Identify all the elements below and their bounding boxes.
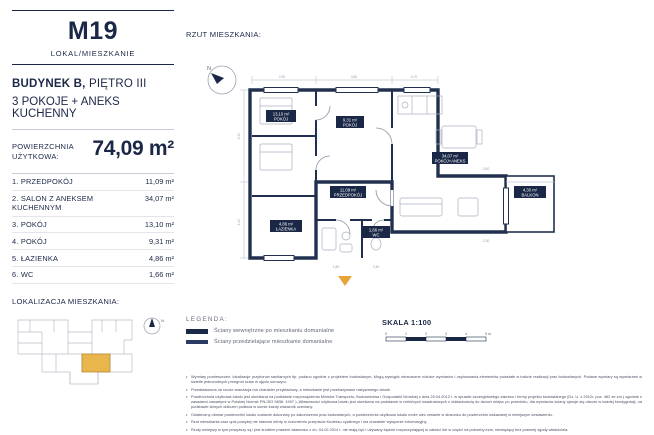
dim-left-a: 3,10 [237, 132, 241, 140]
note-item [186, 419, 642, 424]
row-index: 5. [12, 253, 19, 263]
plan-title: RZUT MIESZKANIA: [186, 30, 262, 39]
row-area: 1,66 m² [148, 270, 174, 280]
room-name: WC [372, 232, 380, 238]
building-floor-line [12, 78, 174, 90]
legal-notes [186, 374, 648, 435]
scale-label: SKALA 1:100 [382, 318, 432, 327]
bullet-icon: • [186, 426, 188, 432]
row-index: 6. [12, 270, 19, 280]
scale-tick: 2 [425, 332, 427, 336]
table-row [12, 267, 174, 284]
unit-subtitle: LOKAL/MIESZKANIE [50, 49, 136, 58]
room-name: BALKON [521, 192, 539, 198]
rooms-table [12, 173, 174, 284]
note-item [186, 412, 642, 417]
room-name: POKÓJ+ANEKS [434, 158, 466, 164]
room-label-wc [362, 226, 390, 238]
row-name: SALON Z ANEKSEM KUCHENNYM [12, 194, 94, 213]
note-text: Przedstawiona na rzucie aranżacja ma charakter przykładowy, a mieszkanie jest przekazywane nabywanego stanie. [191, 386, 391, 392]
row-area: 34,07 m² [144, 194, 174, 204]
scale-bar-svg [382, 331, 508, 349]
room-area: 4,30 m² [522, 187, 538, 193]
row-area: 11,09 m² [145, 177, 174, 187]
row-name: POKÓJ [20, 236, 47, 246]
dim-top-b: 3,60 [350, 75, 358, 79]
note-text: Ostateczny obmiar powierzchni lokalu zostanie dokonany po zakończeniu prac budowlanych, a powierzchnia użytkowa lokalu może ulec zmianie w stosunku do powierzchni wskazanej w niniejszym zestawieniu. [191, 411, 553, 417]
room-label-balkon [514, 186, 546, 198]
compass-letter: N [207, 66, 211, 72]
unit-header [12, 10, 174, 65]
note-item [186, 427, 642, 432]
row-area: 4,86 m² [148, 253, 174, 263]
room-label-pokoj3 [266, 110, 296, 122]
dim-top-a: 2,90 [278, 75, 286, 79]
furniture-dining [436, 126, 482, 148]
scale-tick: 4 [465, 332, 467, 336]
legend [186, 328, 334, 350]
dim-left-b: 2,10 [237, 218, 241, 226]
furniture-bathroom [322, 228, 352, 252]
balcony [506, 176, 554, 232]
table-row [12, 191, 174, 217]
room-area: 34,07 m² [441, 153, 459, 159]
scale-tick: 3 [445, 332, 447, 336]
note-text: Rzuty niniejszy w tym powyższy są i jest źródłem prawem własności z dn. 04.02.2014 r. nie mają być i używany będzie rozpoczynającej w całości lub w części na potrzeby inne, niewiążący bez prawnej zgody właściciela. [191, 426, 569, 432]
bullet-icon: • [186, 394, 188, 400]
room-name: POKÓJ [342, 122, 358, 128]
legend-item [186, 339, 334, 345]
row-index: 2. [12, 194, 19, 204]
usable-area-caption [12, 142, 74, 161]
room-name: PRZEDPOKÓJ [333, 192, 363, 198]
svg-text:N: N [161, 317, 164, 323]
scale-tick: 5 m [485, 332, 491, 336]
unit-code: M19 [67, 17, 119, 45]
highlighted-unit [82, 354, 110, 372]
legend-swatch-icon [186, 329, 208, 334]
legend-label: Ściany wewnętrzne po mieszkaniu domanialne [214, 328, 335, 334]
usable-area-value: 74,09 m² [92, 137, 174, 160]
scale-bar [382, 318, 512, 354]
note-item [186, 394, 642, 409]
dim-bottom-a: 1,80 [332, 265, 340, 269]
row-name: ŁAZIENKA [20, 253, 59, 263]
floor-label: PIĘTRO III [88, 78, 147, 90]
room-label-salon [432, 152, 468, 164]
table-row [12, 233, 174, 250]
row-name: POKÓJ [20, 219, 47, 229]
floor-plan [186, 70, 606, 300]
rooms-summary: 3 POKOJE + ANEKS KUCHENNY [12, 96, 120, 120]
row-name: WC [20, 270, 34, 280]
table-row [12, 174, 174, 191]
note-item [186, 374, 642, 384]
compass-icon [144, 318, 164, 334]
note-text: Rzut mieszkania oraz opis powyżej nie stanowi oferty w rozumieniu przepisów Kodeksu cywilnego i ma charakter wyłącznie informacyjny. [191, 419, 428, 425]
left-info-panel [0, 0, 186, 432]
entrance-marker-icon [338, 276, 352, 286]
legend-label: Ściany przedzielające mieszkanie domanialne [214, 339, 333, 345]
bullet-icon: • [186, 374, 188, 379]
row-area: 9,31 m² [148, 236, 174, 246]
usable-area-caption-line1: POWIERZCHNIA [12, 142, 74, 152]
table-row [12, 250, 174, 267]
room-label-przedpokoj [330, 186, 366, 198]
building-label: BUDYNEK B, [12, 78, 86, 90]
dim-right-a: 2,60 [482, 167, 490, 171]
row-area: 13,10 m² [144, 219, 174, 229]
room-area: 9,31 m² [342, 117, 358, 123]
room-name: ŁAZIENKA [275, 226, 297, 232]
row-name: PRZEDPOKÓJ [20, 177, 73, 187]
room-area: 11,09 m² [339, 187, 357, 193]
row-index: 3. [12, 219, 19, 229]
floor-plan-svg [186, 70, 606, 300]
furniture-wc [371, 238, 381, 250]
legend-item [186, 328, 334, 334]
bullet-icon: • [186, 386, 188, 392]
usable-area-row [12, 137, 174, 161]
dim-top-c: 4,70 [410, 75, 418, 79]
scale-tick: 0 [385, 332, 387, 336]
usable-area-caption-line2: UŻYTKOWA: [12, 151, 60, 161]
location-title: LOKALIZACJA MIESZKANIA: [12, 296, 120, 306]
divider [12, 129, 174, 130]
note-item [186, 387, 642, 392]
legend-title: LEGENDA: [186, 316, 228, 323]
scale-tick: 1 [405, 332, 407, 336]
right-plan-panel [186, 0, 654, 432]
row-index: 1. [12, 177, 19, 187]
bullet-icon: • [186, 411, 188, 417]
legend-swatch-icon [186, 340, 208, 344]
room-area: 1,66 m² [368, 227, 384, 233]
location-mini-map [12, 310, 174, 396]
note-text: Wymiary pomieszczeń, lokalizacje przyborów sanitarnych itp. podano zgodnie z projektem budowlanym. Mogą wystąpić nieznaczne różnice wymiarów i usytuowania elementów powstałe w trakcie realizacji prac budowlanych. Podane wymiary są wymiarami w świetle jednorodnych przegród ścian w ujęciu surowym. [191, 374, 642, 384]
dim-bottom-b: 2,40 [372, 265, 380, 269]
room-name: POKÓJ [273, 116, 289, 122]
bullet-icon: • [186, 419, 188, 425]
table-row [12, 217, 174, 234]
room-area: 13,10 m² [272, 111, 290, 117]
note-text: Powierzchnia użytkowa lokalu jest określana na podstawie rozporządzenia Ministra Transportu, Budownictwa i Gospodarki Morskiej z dnia 25.04.2012 r. w sprawie szczegółowego zakresu i formy projektu budowlanego (Dz. U. z 2012r. poz. 462 ze zm.) zgodnie z zasadami zawartymi w Polskiej Normie PN-ISO 9836: 1997 ),,Właściwości użytkowa lokalu jest określana na podstawie w niektórych kwadratowych z dokładnością do dwóch miejsc po przecinku, dla wymiarów ściany ujmuje się otworu w każdej kondygnacji, na podstawie których obliczeń podłoża w sumie każdy wskaźnik oceniany. [191, 394, 642, 410]
room-label-lazienka [270, 220, 302, 232]
location-map-svg [12, 310, 174, 396]
room-label-pokoj4 [336, 116, 364, 128]
dim-right-b: 2,30 [482, 239, 490, 243]
room-area: 4,86 m² [278, 221, 294, 227]
row-index: 4. [12, 236, 19, 246]
